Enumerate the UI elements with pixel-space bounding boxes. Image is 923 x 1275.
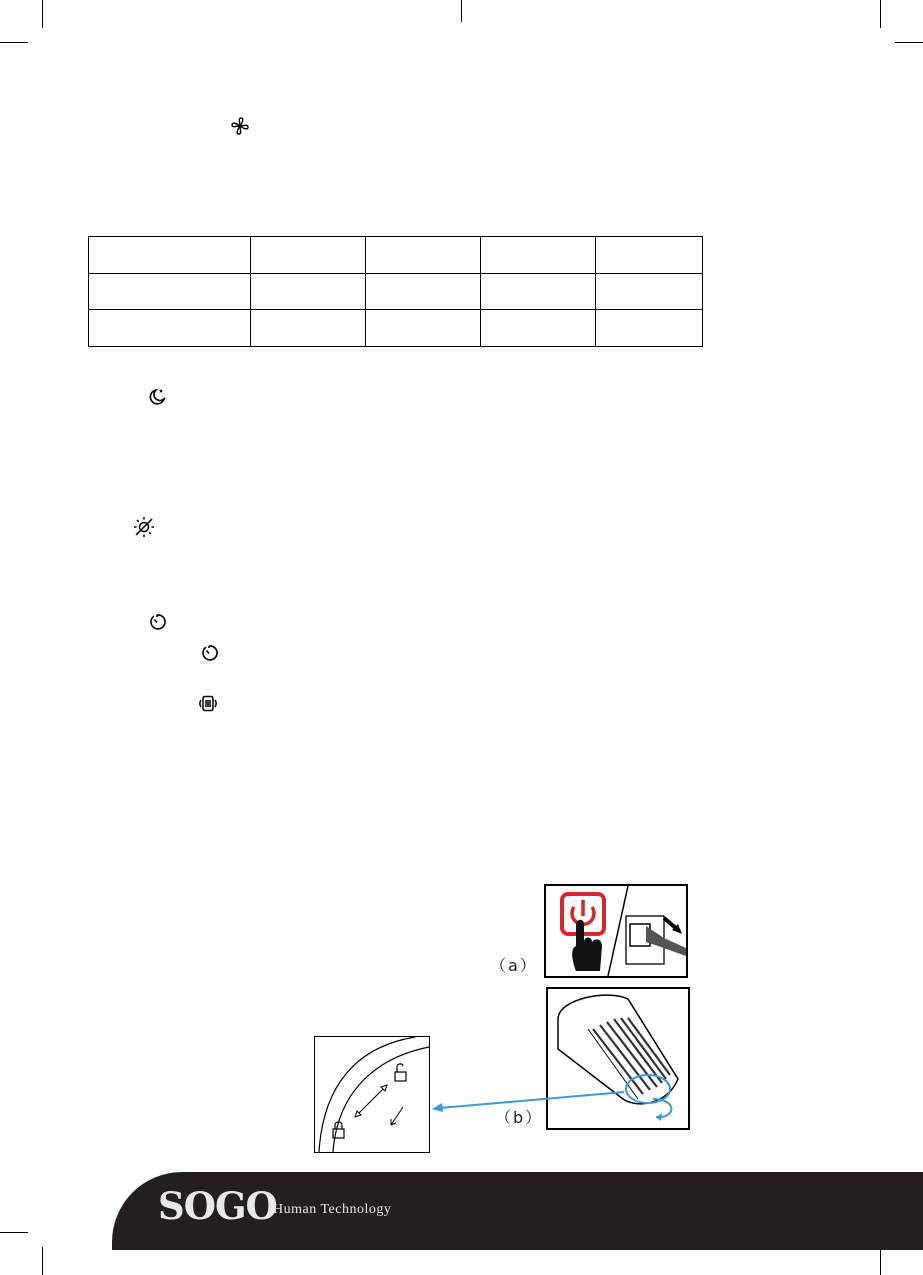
table-cell: [366, 273, 481, 310]
table-cell: [366, 237, 481, 274]
table-cell: [89, 237, 251, 274]
table-cell: [481, 237, 596, 274]
table-cell: [251, 273, 366, 310]
power-plug-drawing: [546, 886, 686, 976]
crop-mark: [880, 0, 881, 28]
unlock-icon: [395, 1064, 406, 1081]
moon-icon: [148, 386, 168, 406]
crop-mark: [880, 1247, 881, 1275]
crop-mark: [895, 42, 923, 43]
table-row: [89, 237, 703, 274]
table-row: [89, 273, 703, 310]
fan-icon: [230, 116, 250, 136]
timer-icon: [200, 644, 218, 662]
timer-icon: [148, 613, 166, 631]
crop-mark: [42, 0, 43, 28]
table-cell: [481, 310, 596, 347]
table-cell: [251, 310, 366, 347]
table-cell: [89, 273, 251, 310]
power-unplug-illustration: [544, 884, 688, 978]
pointer-arrow: [428, 1088, 628, 1114]
lock-detail-illustration: [314, 1036, 430, 1153]
table-cell: [596, 310, 703, 347]
table-cell: [596, 237, 703, 274]
table-cell: [366, 310, 481, 347]
brand-logo: SOGO: [158, 1184, 277, 1228]
crop-mark: [0, 1232, 28, 1233]
table-cell: [89, 310, 251, 347]
table-cell: [596, 273, 703, 310]
table-row: [89, 310, 703, 347]
table-cell: [251, 237, 366, 274]
crop-mark: [42, 1247, 43, 1275]
crop-mark: [0, 42, 28, 43]
lock-detail-drawing: [315, 1037, 429, 1152]
caption-a: （a）: [490, 956, 538, 975]
spec-table: [88, 236, 703, 347]
brand-tagline: Human Technology: [273, 1202, 392, 1217]
crop-mark: [461, 0, 462, 22]
filter-icon: [198, 694, 218, 714]
caption-b: （b）: [495, 1108, 544, 1127]
light-off-icon: [132, 515, 156, 539]
table-cell: [481, 273, 596, 310]
